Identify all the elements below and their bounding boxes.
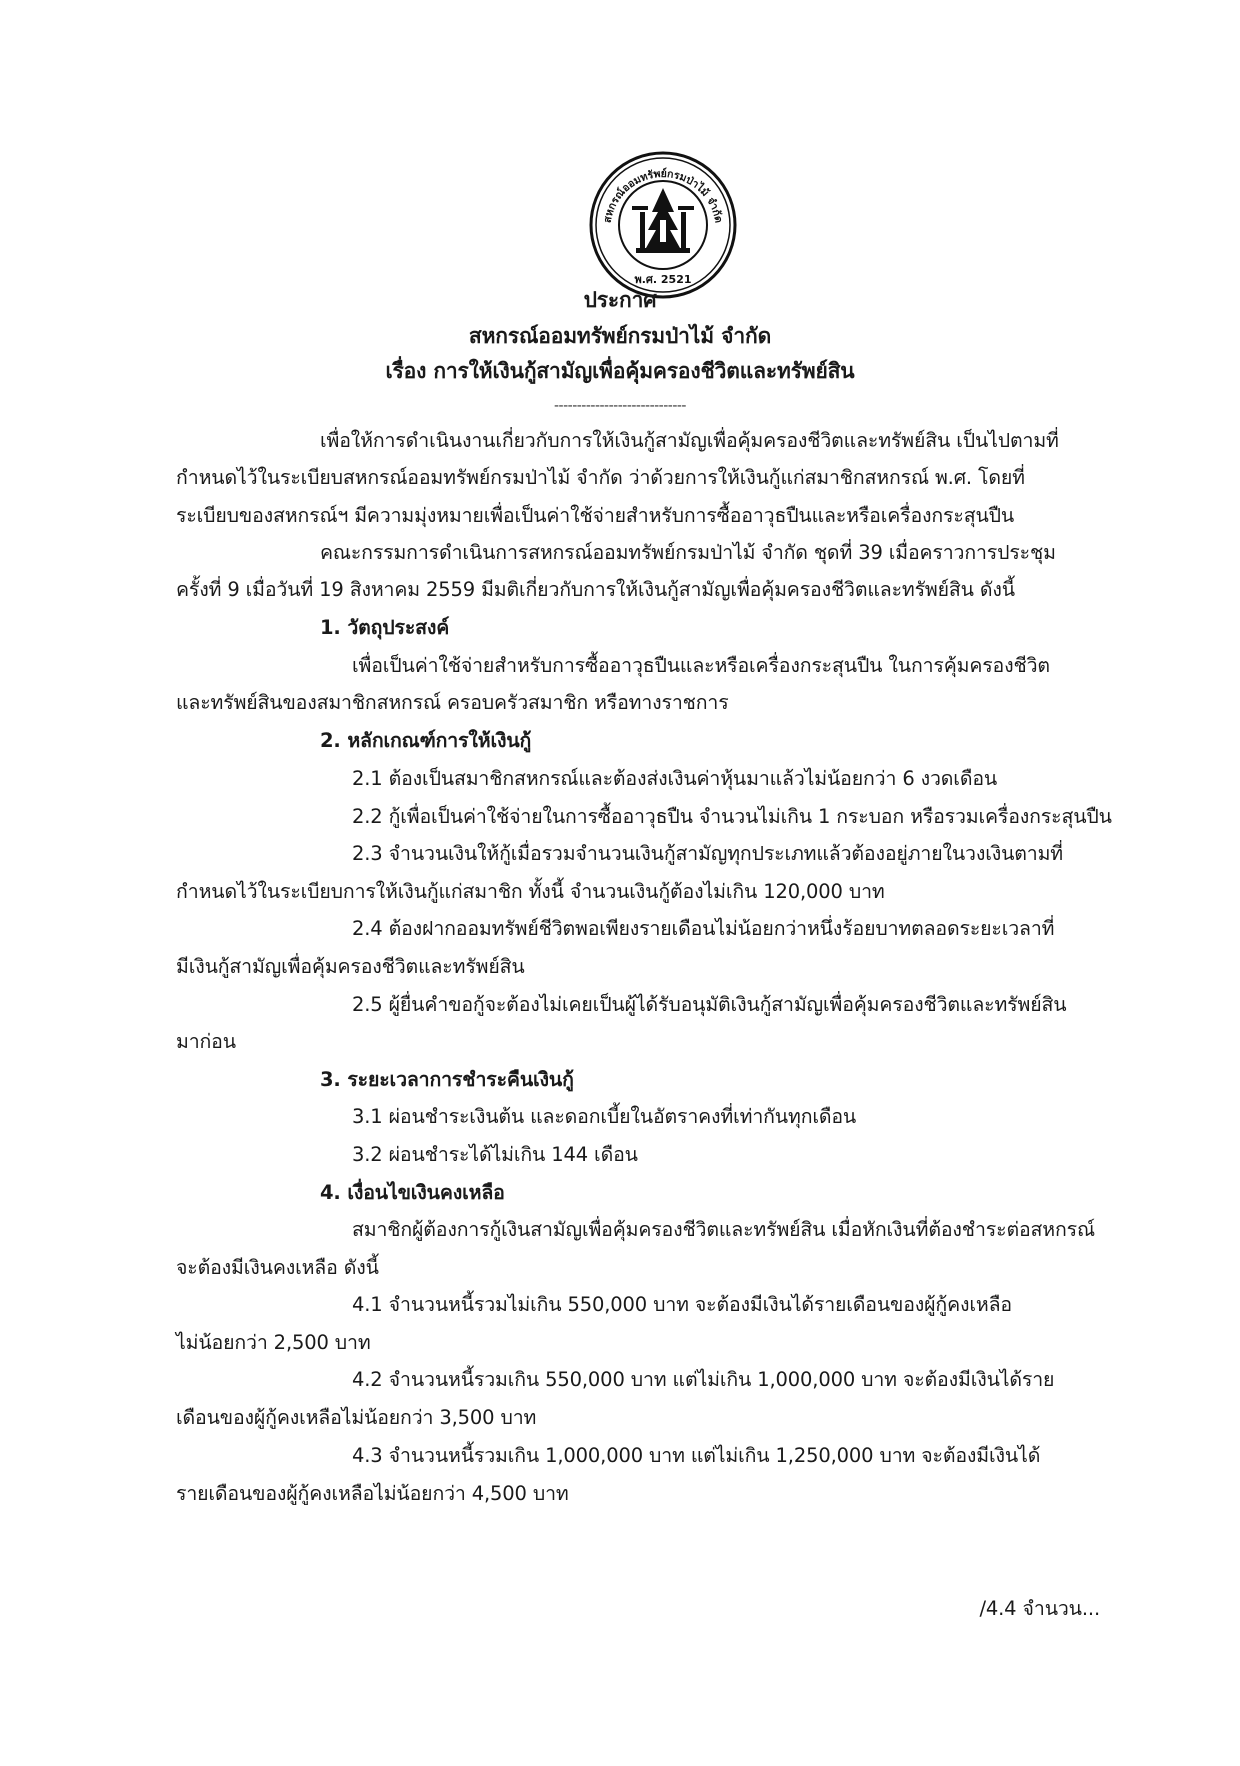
section-line: 3.1 ผ่อนชำระเงินต้น และดอกเบี้ยในอัตราคงที่เท่ากันทุกเดือน xyxy=(352,1105,857,1128)
seal-year: พ.ศ. 2521 xyxy=(634,273,692,286)
section-line: เดือนของผู้กู้คงเหลือไม่น้อยกว่า 3,500 บาท xyxy=(176,1406,537,1429)
section-line: ไม่น้อยกว่า 2,500 บาท xyxy=(176,1331,371,1354)
page-continuation: /4.4 จำนวน... xyxy=(979,1597,1100,1620)
section-heading-criteria: 2. หลักเกณฑ์การให้เงินกู้ xyxy=(320,729,532,752)
section-heading-balance: 4. เงื่อนไขเงินคงเหลือ xyxy=(320,1181,505,1204)
section-line: 3.2 ผ่อนชำระได้ไม่เกิน 144 เดือน xyxy=(352,1143,638,1166)
section-line: รายเดือนของผู้กู้คงเหลือไม่น้อยกว่า 4,500 บาท xyxy=(176,1482,569,1505)
section-line: 2.1 ต้องเป็นสมาชิกสหกรณ์และต้องส่งเงินค่าหุ้นมาแล้วไม่น้อยกว่า 6 งวดเดือน xyxy=(352,767,998,790)
section-line: 2.4 ต้องฝากออมทรัพย์ชีวิตพอเพียงรายเดือนไม่น้อยกว่าหนึ่งร้อยบาทตลอดระยะเวลาที่ xyxy=(352,917,1055,940)
section-heading-objective: 1. วัตถุประสงค์ xyxy=(320,616,450,639)
section-line: มาก่อน xyxy=(176,1030,236,1053)
intro-line: คณะกรรมการดำเนินการสหกรณ์ออมทรัพย์กรมป่าไม้ จำกัด ชุดที่ 39 เมื่อคราวการประชุม xyxy=(320,541,1056,564)
section-line: สมาชิกผู้ต้องการกู้เงินสามัญเพื่อคุ้มครองชีวิตและทรัพย์สิน เมื่อหักเงินที่ต้องชำระต่อสหกรณ์ xyxy=(352,1218,1095,1241)
organization-name: สหกรณ์ออมทรัพย์กรมป่าไม้ จำกัด xyxy=(468,324,772,348)
section-line: และทรัพย์สินของสมาชิกสหกรณ์ ครอบครัวสมาชิก หรือทางราชการ xyxy=(176,691,729,714)
doc-type-title: ประกาศ xyxy=(583,288,657,312)
section-line: เพื่อเป็นค่าใช้จ่ายสำหรับการซื้ออาวุธปืนและหรือเครื่องกระสุนปืน ในการคุ้มครองชีวิต xyxy=(352,654,1050,677)
heading-divider: ----------------------------- xyxy=(553,398,686,414)
section-line: มีเงินกู้สามัญเพื่อคุ้มครองชีวิตและทรัพย์สิน xyxy=(176,955,525,978)
section-line: จะต้องมีเงินคงเหลือ ดังนี้ xyxy=(176,1256,379,1279)
section-line: 2.2 กู้เพื่อเป็นค่าใช้จ่ายในการซื้ออาวุธปืน จำนวนไม่เกิน 1 กระบอก หรือรวมเครื่องกระสุนปืน xyxy=(352,805,1112,828)
subject-line: เรื่อง การให้เงินกู้สามัญเพื่อคุ้มครองชีวิตและทรัพย์สิน xyxy=(385,359,855,383)
intro-line: เพื่อให้การดำเนินงานเกี่ยวกับการให้เงินกู้สามัญเพื่อคุ้มครองชีวิตและทรัพย์สิน เป็นไปตามที่ xyxy=(320,429,1059,452)
section-heading-repayment: 3. ระยะเวลาการชำระคืนเงินกู้ xyxy=(320,1068,574,1091)
intro-line: ครั้งที่ 9 เมื่อวันที่ 19 สิงหาคม 2559 มีมติเกี่ยวกับการให้เงินกู้สามัญเพื่อคุ้มครองชีวิตและทรัพย์สิน ดังนี้ xyxy=(176,578,1015,601)
intro-line: ระเบียบของสหกรณ์ฯ มีความมุ่งหมายเพื่อเป็นค่าใช้จ่ายสำหรับการซื้ออาวุธปืนและหรือเครื่องกระสุนปืน xyxy=(176,504,1015,527)
section-line: กำหนดไว้ในระเบียบการให้เงินกู้แก่สมาชิก ทั้งนี้ จำนวนเงินกู้ต้องไม่เกิน 120,000 บาท xyxy=(176,880,885,903)
intro-line: กำหนดไว้ในระเบียบสหกรณ์ออมทรัพย์กรมป่าไม้ จำกัด ว่าด้วยการให้เงินกู้แก่สมาชิกสหกรณ์ พ.ศ. โดยที่ xyxy=(176,466,1025,489)
section-line: 4.3 จำนวนหนี้รวมเกิน 1,000,000 บาท แต่ไม่เกิน 1,250,000 บาท จะต้องมีเงินได้ xyxy=(352,1444,1041,1467)
cooperative-seal-logo xyxy=(588,150,738,300)
section-line: 4.2 จำนวนหนี้รวมเกิน 550,000 บาท แต่ไม่เกิน 1,000,000 บาท จะต้องมีเงินได้ราย xyxy=(352,1368,1055,1391)
section-line: 2.5 ผู้ยื่นคำขอกู้จะต้องไม่เคยเป็นผู้ได้รับอนุมัติเงินกู้สามัญเพื่อคุ้มครองชีวิตและทรัพย์สิน xyxy=(352,993,1067,1016)
section-line: 2.3 จำนวนเงินให้กู้เมื่อรวมจำนวนเงินกู้สามัญทุกประเภทแล้วต้องอยู่ภายในวงเงินตามที่ xyxy=(352,842,1063,865)
section-line: 4.1 จำนวนหนี้รวมไม่เกิน 550,000 บาท จะต้องมีเงินได้รายเดือนของผู้กู้คงเหลือ xyxy=(352,1293,1012,1316)
seal-arc-text: สหกรณ์ออมทรัพย์กรมป่าไม้ จำกัด xyxy=(601,167,725,224)
